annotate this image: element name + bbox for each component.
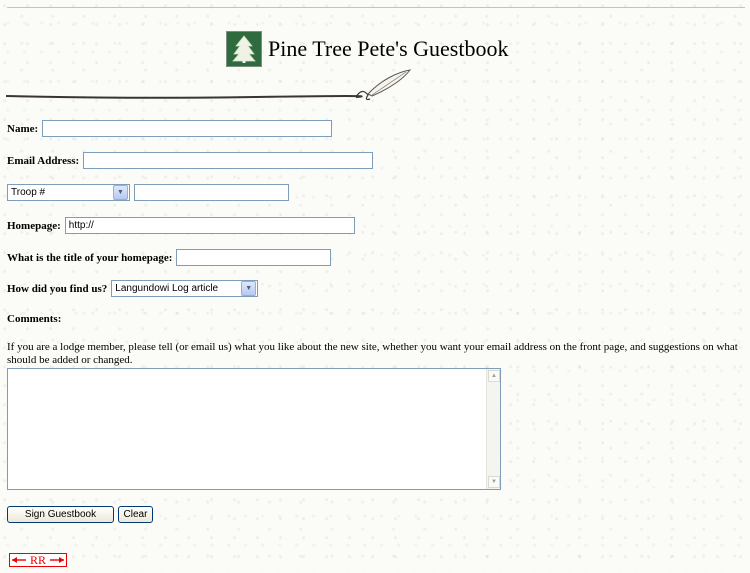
name-label: Name: (7, 122, 39, 135)
page-header (226, 31, 508, 67)
troop-select-value: Troop # (11, 187, 46, 198)
name-field[interactable] (42, 120, 332, 137)
rr-badge[interactable] (9, 553, 67, 567)
find-us-select-value: Langundowi Log article (115, 283, 219, 294)
homepage-label: Homepage: (7, 219, 61, 232)
email-row (7, 152, 373, 169)
pine-tree-icon (226, 31, 262, 67)
quill-divider-icon (6, 66, 416, 106)
comments-textarea[interactable] (7, 368, 501, 490)
comments-label: Comments: (7, 313, 62, 325)
page-title: Pine Tree Pete's Guestbook (268, 36, 509, 61)
name-row (7, 120, 332, 137)
comments-label-row (7, 313, 61, 325)
find-us-row (7, 280, 258, 297)
comments-scrollbar[interactable] (486, 369, 500, 489)
find-us-select[interactable] (111, 280, 258, 297)
chevron-down-icon[interactable]: ▼ (113, 185, 128, 200)
clear-button[interactable]: Clear (118, 506, 153, 523)
sign-guestbook-button[interactable]: Sign Guestbook (7, 506, 114, 523)
troop-number-field[interactable] (134, 184, 289, 201)
comments-instructions: If you are a lodge member, please tell (or email us) what you like about the new site, whether you want your email address on the front page, and suggestions on what should be added or changed. (7, 341, 738, 366)
homepage-title-row (7, 249, 331, 266)
top-divider (7, 7, 745, 8)
chevron-down-icon[interactable]: ▼ (241, 281, 256, 296)
homepage-title-field[interactable] (176, 249, 331, 266)
homepage-row (7, 217, 355, 234)
troop-select[interactable] (7, 184, 130, 201)
email-field[interactable] (83, 152, 373, 169)
scroll-up-icon[interactable]: ▲ (488, 370, 500, 382)
scroll-down-icon[interactable]: ▼ (488, 476, 500, 488)
find-us-label: How did you find us? (7, 282, 108, 295)
troop-row (7, 184, 289, 201)
email-label: Email Address: (7, 154, 80, 167)
homepage-title-label: What is the title of your homepage: (7, 251, 173, 264)
rr-badge-text: RR (29, 552, 46, 567)
homepage-field[interactable] (65, 217, 355, 234)
